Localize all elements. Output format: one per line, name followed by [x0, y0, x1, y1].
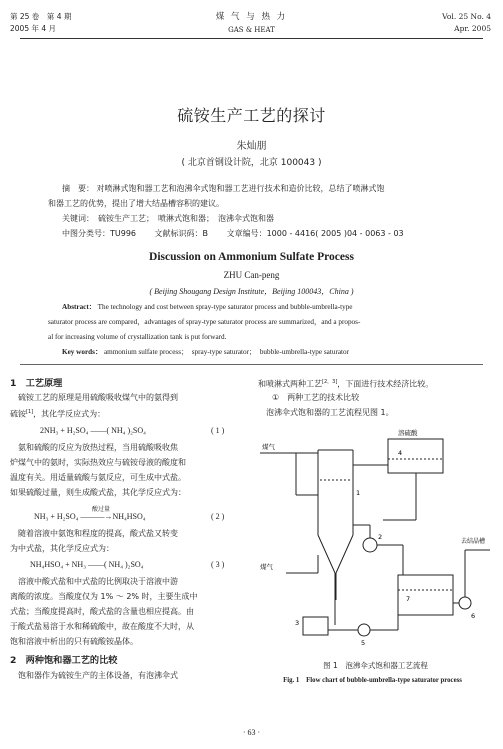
slurry-tank: [303, 617, 328, 635]
abstract-en-line3: al for increasing volume of crystallization tank is put forward.: [48, 333, 227, 341]
figure-1-caption-cn: 图 1 泡沸伞式饱和器工艺流程: [323, 661, 428, 670]
abstract-en-line1: The technology and cost between spray-type saturator process and bubble-umbrella-type: [97, 303, 353, 311]
label-gas-in: 煤气: [262, 443, 275, 451]
section-2-title: 2 两种饱和器工艺的比较: [10, 655, 118, 666]
abstract-cn-text: 对喷淋式饱和器工艺和泡沸伞式饱和器工艺进行技术和造价比较，总结了喷淋式饱: [96, 184, 385, 193]
classification-line: 中图分类号：TU996 文献标识码：B 文章编号：1000 - 4416( 2005 )04 - 0063 - 03: [62, 229, 404, 238]
slurry-pump: [358, 624, 370, 636]
label-crystal-tank: 去结晶槽: [461, 538, 486, 545]
journal-volume: 第 25 卷 第 4 期: [10, 12, 72, 21]
gas-inlet-pipe: [260, 453, 318, 495]
para-4-line2: 离酸的浓度。当酸度仅为 1% ～ 2% 时，主要生成中: [10, 592, 198, 601]
abstract-en-line2: saturator process are compared，advantages of spray-type saturator process are summarized，and a propos-: [48, 318, 361, 326]
slurry-line: [328, 600, 398, 630]
journal-vol-en: Vol. 25 No. 4: [442, 12, 491, 21]
para-4-line1: 溶液中酸式盐和中式盐的比例取决于溶液中游: [10, 577, 178, 586]
figure-num-6: 6: [471, 612, 476, 620]
acid-tank: [388, 439, 443, 473]
label-gas-out: 煤气: [260, 563, 273, 571]
para-3-line2: 为中式盐，其化学反应式为：: [10, 544, 114, 553]
para-4-line4: 于酸式盐易溶于水和稀硫酸中，故在酸度不大时，从: [10, 622, 194, 631]
keywords-en: [62, 346, 349, 359]
figure-1-caption-en: Fig. 1 Flow chart of bubble-umbrella-type saturator process: [283, 677, 462, 684]
equation-3-number: ( 3 ): [211, 560, 225, 569]
keywords-cn: 关键词： 硫铵生产工艺； 喷淋式饱和器； 泡沸伞式饱和器: [62, 214, 274, 223]
para-2-line3: 温度有关。用适量硫酸与氨反应，可生成中式盐。: [10, 473, 186, 482]
equation-1: 2NH₃ + H₂SO₄ ——( NH₄ )₂SO₄: [40, 426, 146, 435]
author-cn: 朱灿朋: [236, 141, 267, 152]
journal-date: 2005 年 4 月: [10, 24, 57, 33]
figure-num-4: 4: [398, 449, 403, 457]
para-4-line3: 式盐；当酸度提高时，酸式盐的含量也相应提高。由: [10, 607, 194, 616]
label-acid-tank: 溶硫酸: [398, 429, 418, 437]
para-1-line2: [10, 405, 105, 422]
header-rule: [20, 38, 483, 39]
abstract-en-label: Abstract：: [62, 303, 96, 311]
keywords-en-label: Key words：: [62, 348, 103, 356]
journal-name-cn: 煤 气 与 热 力: [215, 12, 288, 22]
saturator-vessel: [318, 450, 353, 600]
affiliation-cn: ( 北京首钢设计院，北京 100043 ): [181, 158, 322, 168]
journal-date-en: Apr. 2005: [454, 24, 491, 33]
transfer-pump: [459, 597, 471, 609]
para-4-line5: 饱和溶液中析出的只有硫酸铵晶体。: [10, 637, 138, 646]
article-title-cn: 硫铵生产工艺的探讨: [177, 106, 326, 125]
abstract-en: [62, 301, 352, 314]
section-1-title: 1 工艺原理: [10, 378, 63, 389]
figure-num-3: 3: [295, 619, 300, 627]
right-para-2-line1: 泡沸伞式饱和器的工艺流程见图 1。: [258, 408, 394, 417]
article-title-en: Discussion on Ammonium Sulfate Process: [149, 251, 354, 263]
abstract-cn-line2: 和器工艺的优势，提出了增大结晶槽容积的建议。: [48, 199, 224, 208]
para-2-line1: 氨和硫酸的反应为放热过程，当用硫酸吸收焦: [10, 443, 178, 452]
figure-num-5: 5: [361, 639, 366, 647]
keywords-en-text: ammonium sulfate process； spray-type saturator； bubble-umbrella-type saturator: [103, 348, 350, 356]
figure-num-2: 2: [378, 533, 383, 541]
abstract-cn-label: 摘 要：: [62, 184, 94, 193]
citation-1: [1]: [26, 409, 34, 415]
equation-1-number: ( 1 ): [211, 426, 225, 435]
page-number: · 63 ·: [242, 728, 261, 737]
abstract-cn: [62, 181, 482, 196]
figure-1-flowchart: [258, 425, 493, 655]
equation-2-condition: 酸过量: [92, 506, 111, 513]
right-para-1-text: 和喷淋式两种工艺: [258, 379, 322, 389]
para-2-line2: 炉煤气中的氨时，实际热效应与硫铵母液的酸度和: [10, 458, 186, 467]
para-1-text-b: ，其化学反应式为：: [33, 409, 106, 419]
para-2-line4: 如果硫酸过量，则生成酸式盐，其化学反应式为：: [10, 488, 186, 497]
para-1-text: 硫铵: [10, 409, 26, 419]
affiliation-en: ( Beijing Shougang Design Institute，Beijing 100043，China ): [149, 287, 354, 296]
para-1-line1: 硫铵工艺的原理是用硫酸吸收煤气中的氨得到: [10, 393, 178, 402]
equation-2-number: ( 2 ): [211, 512, 225, 521]
author-en: ZHU Can-peng: [223, 270, 280, 280]
para-5-line1: 饱和器作为硫铵生产的主体设备，有泡沸伞式: [10, 671, 178, 680]
journal-name-en: GAS & HEAT: [228, 26, 275, 34]
circulation-pump: [363, 538, 377, 552]
equation-3: NH₄HSO₄ + NH₃ ——( NH₄ )₂SO₄: [30, 560, 144, 569]
crystal-line: [453, 550, 490, 603]
right-para-1-text-b: ，下面进行技术经济比较。: [337, 379, 434, 389]
abstract-rule: [20, 364, 483, 365]
gas-outlet-pipe: [286, 555, 318, 573]
figure-num-1: 1: [356, 489, 361, 497]
para-3-line1: 随着溶液中氨饱和程度的提高，酸式盐又转变: [10, 529, 178, 538]
equation-2: NH₃ + H₂SO₄ ———→NH₄HSO₄: [34, 512, 146, 521]
figure-num-7: 7: [406, 595, 411, 603]
citation-2-3: [2，3]: [322, 379, 338, 385]
subsection-1-title: ① 两种工艺的技术比较: [272, 393, 360, 402]
